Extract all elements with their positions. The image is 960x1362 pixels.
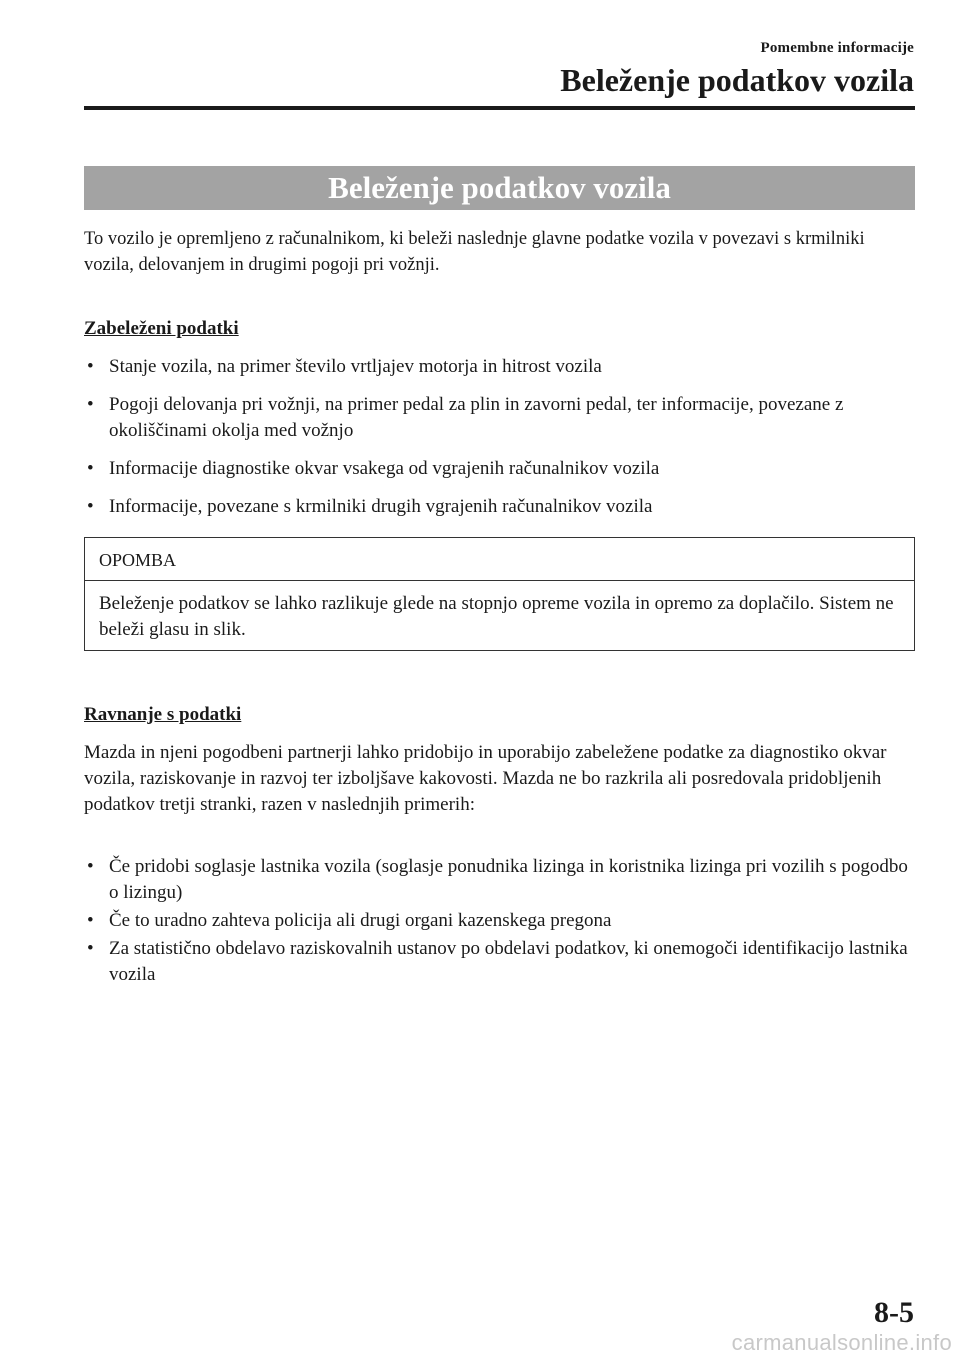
bullet-icon: • (87, 394, 94, 415)
list-item (84, 908, 916, 934)
list-item-text: Informacije, povezane s krmilniki drugih vgrajenih računalnikov vozila (109, 496, 653, 517)
data-handling-heading: Ravnanje s podatki (84, 704, 242, 725)
list-item (84, 456, 916, 482)
watermark: carmanualsonline.info (731, 1330, 952, 1355)
intro-paragraph: To vozilo je opremljeno z računalnikom, ki beleži naslednje glavne podatke vozila v povezavi s krmilniki vozila, delovanjem in drugimi pogoji pri vožnji. (84, 229, 865, 275)
list-item (84, 354, 916, 380)
header-divider (84, 106, 915, 110)
data-handling-list (84, 854, 916, 990)
list-item (84, 494, 916, 520)
note-title: OPOMBA (99, 550, 177, 570)
chapter-label: Pomembne informacije (760, 40, 914, 56)
recorded-data-heading: Zabeleženi podatki (84, 318, 239, 339)
page-title: Beleženje podatkov vozila (560, 62, 914, 98)
list-item-text: Če to uradno zahteva policija ali drugi organi kazenskega pregona (109, 910, 612, 931)
list-item (84, 936, 916, 988)
note-body: Beleženje podatkov se lahko razlikuje glede na stopnjo opreme vozila in opremo za doplačilo. Sistem ne beleži glasu in slik. (99, 593, 894, 640)
data-handling-paragraph: Mazda in njeni pogodbeni partnerji lahko pridobijo in uporabijo zabeležene podatke za diagnostiko okvar vozila, raziskovanje in razvoj ter izboljšave kakovosti. Mazda ne bo razkrila ali posredovala pridobljenih podatkov tretji stranki, razen v naslednjih primerih: (84, 742, 887, 815)
bullet-icon: • (87, 938, 94, 959)
section-banner: Beleženje podatkov vozila (84, 166, 915, 210)
bullet-icon: • (87, 496, 94, 517)
list-item (84, 392, 916, 444)
bullet-icon: • (87, 856, 94, 877)
note-box (84, 537, 915, 651)
list-item-text: Za statistično obdelavo raziskovalnih ustanov po obdelavi podatkov, ki onemogoči identifikacijo lastnika vozila (109, 938, 908, 985)
bullet-icon: • (87, 910, 94, 931)
recorded-data-list (84, 354, 916, 532)
list-item-text: Informacije diagnostike okvar vsakega od vgrajenih računalnikov vozila (109, 458, 660, 479)
list-item-text: Pogoji delovanja pri vožnji, na primer pedal za plin in zavorni pedal, ter informacije, povezane z okoliščinami okolja med vožnjo (109, 394, 844, 441)
list-item-text: Če pridobi soglasje lastnika vozila (soglasje ponudnika lizinga in koristnika lizinga pri vozilih s pogodbo o lizingu) (109, 856, 908, 903)
list-item (84, 854, 916, 906)
bullet-icon: • (87, 458, 94, 479)
list-item-text: Stanje vozila, na primer število vrtljajev motorja in hitrost vozila (109, 356, 602, 377)
bullet-icon: • (87, 356, 94, 377)
page-number: 8-5 (874, 1296, 914, 1329)
note-divider (85, 580, 914, 581)
